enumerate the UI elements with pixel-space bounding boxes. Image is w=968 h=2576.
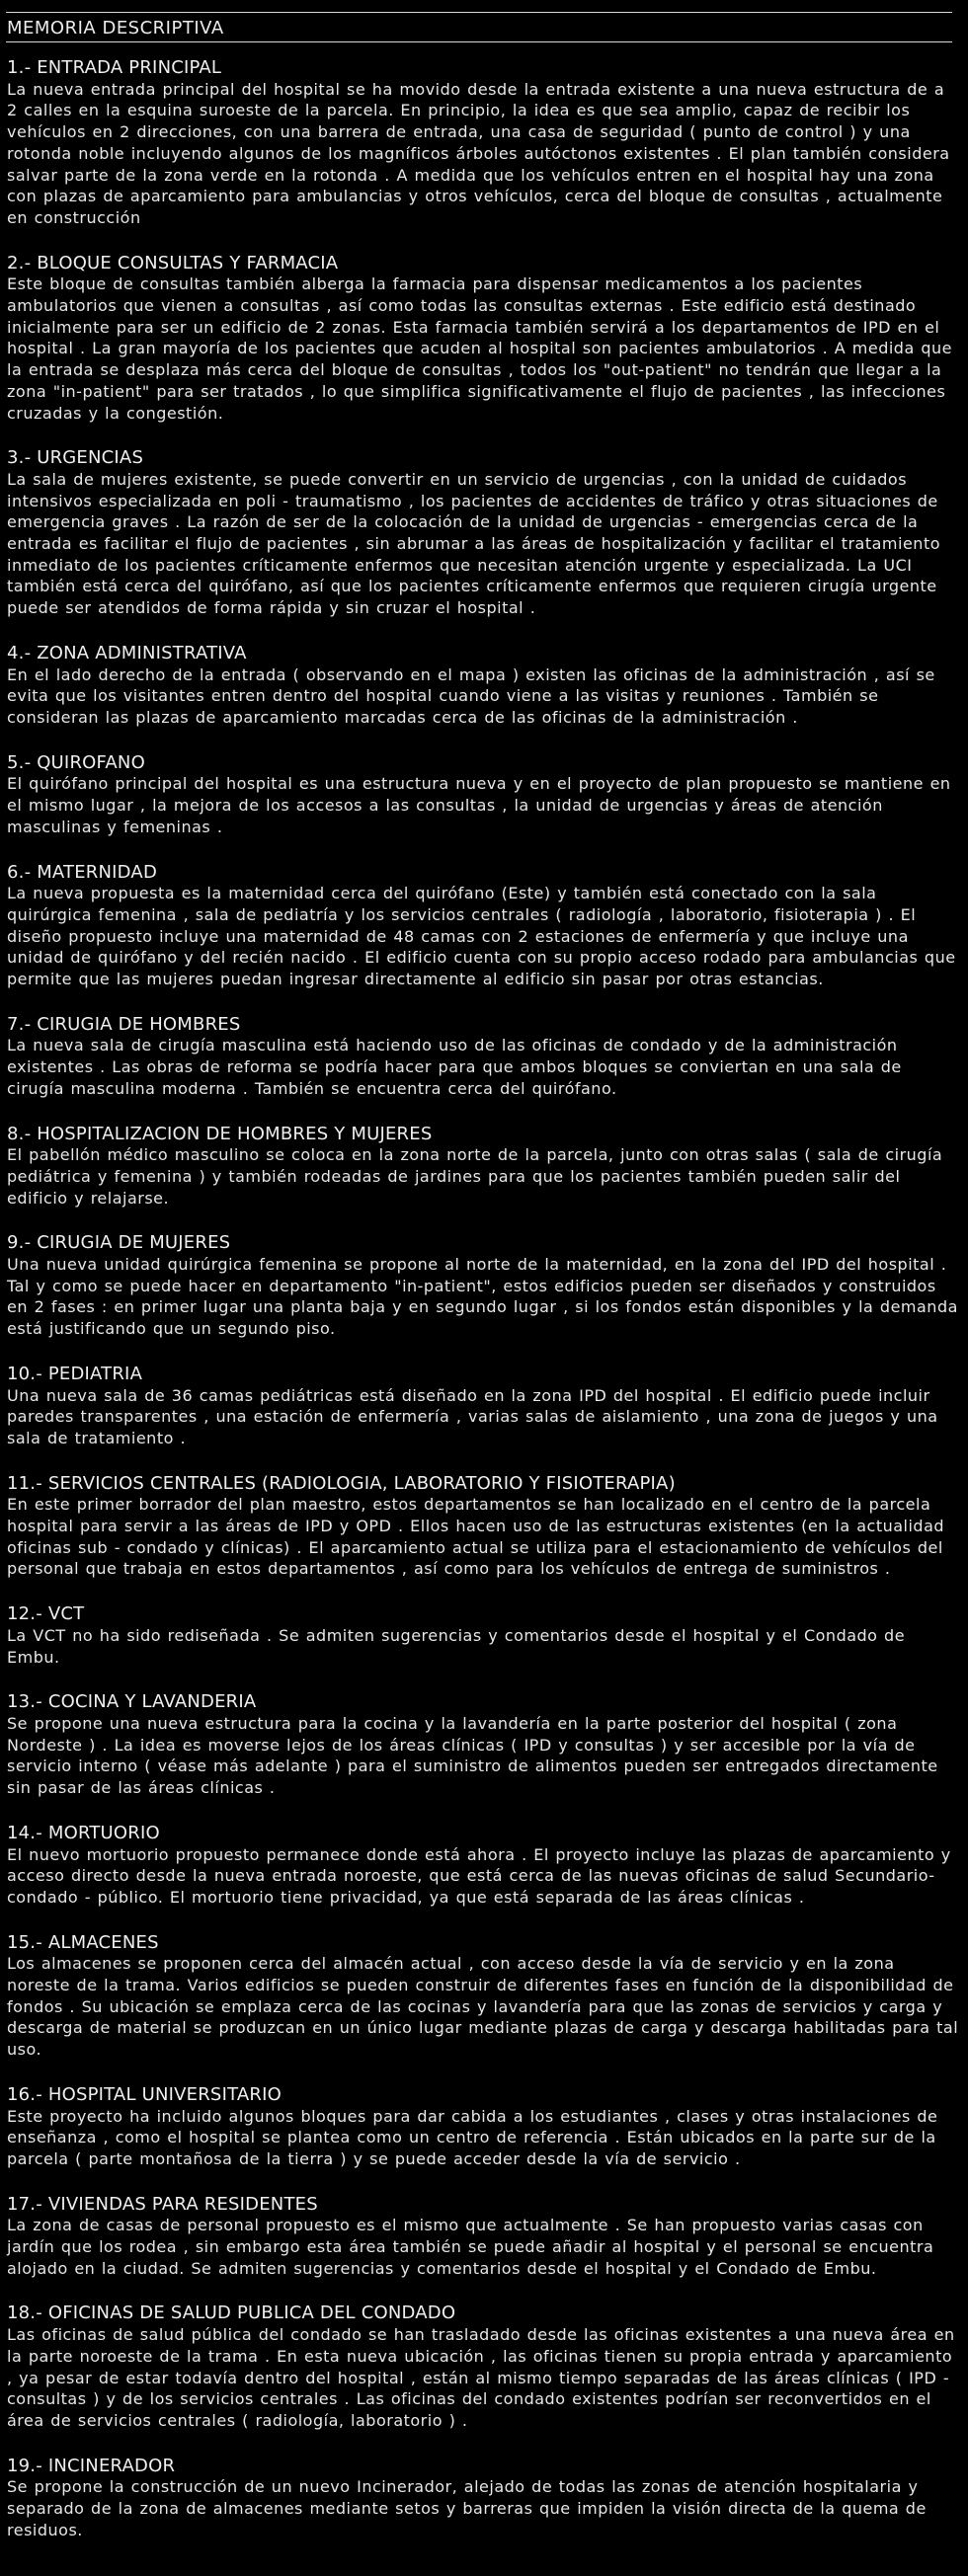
section-body: En este primer borrador del plan maestro, estos departamentos se han localizado en el centro de la parcela hospital para servir a las áreas de IPD y OPD . Ellos hacen uso de las estructuras existentes (en la actualidad oficinas sub - condado y clínicas) . El aparcamiento actual se utiliza para el estacionamiento de vehículos del personal que trabaja en estos departamentos , así como para los vehículos de entrega de suministros . [7,1495,945,1579]
section-hospital-universitario [7,2084,961,2170]
section-oficinas-salud-publica [7,2303,961,2431]
section-heading: 7.- CIRUGIA DE HOMBRES [7,1013,241,1035]
section-incinerador [7,2456,961,2541]
section-body: El quirófano principal del hospital es una estructura nueva y en el proyecto de plan propuesto se mantiene en el mismo lugar , la mejora de los accesos a las consultas , la unidad de urgencias y áreas de atención masculinas y femeninas . [7,774,951,836]
section-body: Una nueva unidad quirúrgica femenina se propone al norte de la maternidad, en la zona del IPD del hospital . Tal y como se puede hacer en departamento "in-patient", estos edificios pueden ser diseñados y construidos en 2 fases : en primer lugar una planta baja y en segundo lugar , si los fondos están disponibles y la demanda está justificando que un segundo piso. [7,1255,958,1339]
section-heading: 16.- HOSPITAL UNIVERSITARIO [7,2083,282,2105]
section-body: La sala de mujeres existente, se puede convertir en un servicio de urgencias , con la unidad de cuidados intensivos especializada en poli - traumatismo , los pacientes de accidentes de tráfico y otras situaciones de emergencia graves . La razón de ser de la colocación de la unidad de urgencias - emergencias cerca de la entrada es facilitar el flujo de pacientes , sin abrumar a las áreas de hospitalización y facilitar el tratamiento inmediato de los pacientes críticamente enfermos que necesitan atención urgente y especializada. La UCI también está cerca del quirófano, así que los pacientes críticamente enfermos que requieren cirugía urgente puede ser atendidos de forma rápida y sin cruzar el hospital . [7,469,941,618]
section-body: Las oficinas de salud pública del condado se han trasladado desde las oficinas existentes a una nueva área en la parte noroeste de la trama . En esta nueva ubicación , las oficinas tienen su propia entrada y aparcamiento , ya pesar de estar todavía dentro del hospital , están al mismo tiempo separadas de las áreas clínicas ( IPD - consultas ) y de los servicios centrales . Las oficinas del condado existentes podrían ser reconvertidos en el área de servicios centrales ( radiología, laboratorio ) . [7,2325,955,2430]
section-heading: 5.- QUIROFANO [7,751,145,773]
section-heading: 13.- COCINA Y LAVANDERIA [7,1691,257,1713]
section-heading: 15.- ALMACENES [7,1931,159,1953]
section-heading: 17.- VIVIENDAS PARA RESIDENTES [7,2193,318,2215]
section-heading: 2.- BLOQUE CONSULTAS Y FARMACIA [7,252,339,273]
section-vct [7,1603,961,1668]
section-heading: 19.- INCINERADOR [7,2455,176,2476]
section-heading: 10.- PEDIATRIA [7,1363,143,1384]
section-body: Este proyecto ha incluido algunos bloques para dar cabida a los estudiantes , clases y otras instalaciones de enseñanza , como el hospital se plantea como un centro de referencia . Están ubicados en la parte sur de la parcela ( parte montañosa de la tierra ) y se puede acceder desde la vía de servicio . [7,2106,938,2168]
section-zona-administrativa [7,643,961,729]
section-heading: 12.- VCT [7,1603,85,1625]
section-bloque-consultas-farmacia [7,253,961,425]
section-heading: 8.- HOSPITALIZACION DE HOMBRES Y MUJERES [7,1123,433,1144]
section-body: Se propone la construcción de un nuevo Incinerador, alejado de todas las zonas de atención hospitalaria y separado de la zona de almacenes mediante setos y barreras que impiden la visión directa de la quema de residuos. [7,2477,927,2539]
section-cirugia-hombres [7,1014,961,1100]
section-heading: 1.- ENTRADA PRINCIPAL [7,57,222,78]
section-heading: 18.- OFICINAS DE SALUD PUBLICA DEL CONDADO [7,2303,456,2324]
section-heading: 3.- URGENCIAS [7,447,144,469]
section-body: El nuevo mortuorio propuesto permanece donde está ahora . El proyecto incluye las plazas de aparcamiento y acceso directo desde la nueva entrada noroeste, que está cerca de las nuevas oficinas de salud Secundario-condado - público. El mortuorio tiene privacidad, ya que está separada de las áreas clínicas . [7,1844,951,1907]
section-body: En el lado derecho de la entrada ( observando en el mapa ) existen las oficinas de la administración , así se evita que los visitantes entren dentro del hospital cuando viene a las visitas y reuniones . También se consideran las plazas de aparcamiento marcadas cerca de las oficinas de la administración . [7,664,935,727]
section-body: Una nueva sala de 36 camas pediátricas está diseñado en la zona IPD del hospital . El edificio puede incluir paredes transparentes , una estación de enfermería , varias salas de aislamiento , una zona de juegos y una sala de tratamiento . [7,1385,938,1447]
section-body: La zona de casas de personal propuesto es el mismo que actualmente . Se han propuesto varias casas con jardín que los rodea , sin embargo esta área también se puede añadir al hospital y el personal se encuentra alojado en la ciudad. Se admiten sugerencias y comentarios desde el hospital y el Condado de Embu. [7,2216,934,2278]
section-body: La VCT no ha sido rediseñada . Se admiten sugerencias y comentarios desde el hospital y el Condado de Embu. [7,1625,906,1667]
section-heading: 14.- MORTUORIO [7,1822,160,1843]
section-mortuorio [7,1823,961,1909]
section-entrada-principal [7,57,961,229]
section-heading: 9.- CIRUGIA DE MUJERES [7,1232,231,1254]
section-body: Se propone una nueva estructura para la cocina y la lavandería en la parte posterior del hospital ( zona Nordeste ) . La idea es moverse lejos de los áreas clínicas ( IPD y consultas ) y ser accesible por la vía de servicio interno ( véase más adelante ) para el suministro de alimentos pueden ser entregados directamente sin pasar de las áreas clínicas . [7,1714,938,1798]
section-body: Este bloque de consultas también alberga la farmacia para dispensar medicamentos a los pacientes ambulatorios que vienen a consultas , así como todas las consultas externas . Este edificio está destinado inicialmente para ser un edificio de 2 zonas. Esta farmacia también servirá a los departamentos de IPD en el hospital . La gran mayoría de los pacientes que acuden al hospital son pacientes ambulatorios . A medida que la entrada se desplaza más cerca del bloque de consultas , todos los "out-patient" no tendrán que llegar a la zona "in-patient" para ser tratados , lo que simplifica significativamente el flujo de pacientes , las infecciones cruzadas y la congestión. [7,274,952,423]
title-bottom-rule [6,41,952,42]
section-servicios-centrales [7,1473,961,1581]
section-heading: 11.- SERVICIOS CENTRALES (RADIOLOGIA, LABORATORIO Y FISIOTERAPIA) [7,1472,676,1494]
section-hospitalizacion [7,1124,961,1210]
document-content [7,57,961,2565]
section-body: La nueva propuesta es la maternidad cerca del quirófano (Este) y también está conectado con la sala quirúrgica femenina , sala de pediatría y los servicios centrales ( radiología , laboratorio, fisioterapia ) . El diseño propuesto incluye una maternidad de 48 camas con 2 estaciones de enfermería y que incluye una unidad de quirófano y del recién nacido . El edificio cuenta con su propio acceso rodado para ambulancias que permite que las mujeres puedan ingresar directamente al edificio sin pasar por otras estancias. [7,884,956,989]
section-body: La nueva entrada principal del hospital se ha movido desde la entrada existente a una nueva estructura de a 2 calles en la esquina suroeste de la parcela. En principio, la idea es que sea amplio, capaz de recibir los vehículos en 2 direcciones, con una barrera de entrada, una casa de seguridad ( punto de control ) y una rotonda noble incluyendo algunos de los magníficos árboles autóctonos existentes . El plan también considera salvar parte de la zona verde en la rotonda . A medida que los vehículos entren en el hospital hay una zona con plazas de aparcamiento para ambulancias y otros vehículos, cerca del bloque de consultas , actualmente en construcción [7,79,950,227]
section-body: Los almacenes se proponen cerca del almacén actual , con acceso desde la vía de servicio y en la zona noreste de la trama. Varios edificios se pueden construir de diferentes fases en función de la disponibilidad de fondos . Su ubicación se emplaza cerca de las cocinas y lavandería para que las zonas de servicios y carga y descarga de material se produzcan en un único lugar mediante plazas de carga y descarga habilitadas para tal uso. [7,1954,959,2060]
section-quirofano [7,752,961,838]
section-body: El pabellón médico masculino se coloca en la zona norte de la parcela, junto con otras salas ( sala de cirugía pediátrica y femenina ) y también rodeadas de jardines para que los pacientes también pueden salir del edificio y relajarse. [7,1145,943,1208]
section-viviendas-residentes [7,2194,961,2280]
section-cocina-lavanderia [7,1691,961,1799]
section-cirugia-mujeres [7,1232,961,1340]
section-almacenes [7,1932,961,2061]
section-maternidad [7,862,961,990]
section-urgencias [7,447,961,619]
section-pediatria [7,1364,961,1449]
section-body: La nueva sala de cirugía masculina está haciendo uso de las oficinas de condado y de la administración existentes . Las obras de reforma se podría hacer para que ambos bloques se conviertan en una sala de cirugía masculina moderna . También se encuentra cerca del quirófano. [7,1036,902,1098]
section-heading: 4.- ZONA ADMINISTRATIVA [7,642,247,664]
section-heading: 6.- MATERNIDAD [7,861,158,883]
title-top-rule [6,12,952,13]
document-title: MEMORIA DESCRIPTIVA [7,18,224,39]
